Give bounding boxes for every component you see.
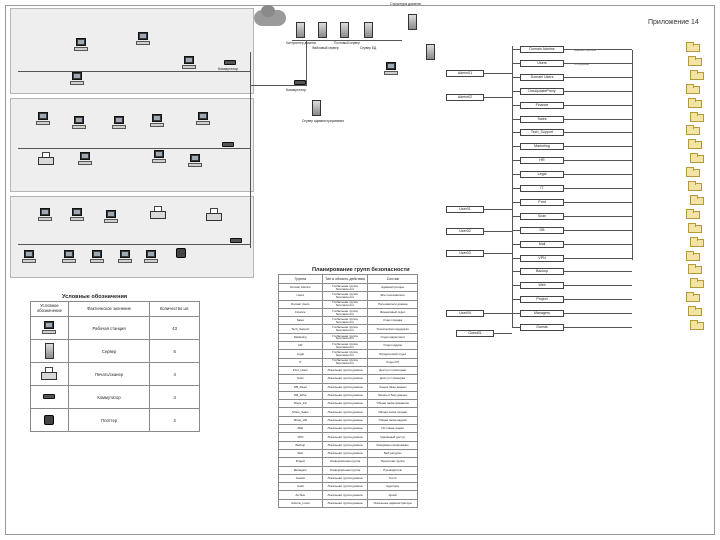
group-type-cell: Универсальная группа: [322, 458, 368, 466]
resource-connector: [484, 313, 512, 314]
groups-row: [279, 499, 418, 507]
group-name-cell: Project: [279, 458, 323, 466]
workstation-icon[interactable]: [70, 208, 84, 222]
folder-icon: [690, 197, 704, 205]
workstation-icon[interactable]: [72, 116, 86, 130]
group-box[interactable]: Domain Admins: [520, 46, 564, 53]
group-type-cell: Локальная группа домена: [322, 408, 368, 416]
groups-row: [279, 308, 418, 316]
workstation-icon[interactable]: [74, 38, 88, 52]
structure-connector: [564, 160, 632, 161]
folder-icon: [686, 44, 700, 52]
folder-icon: [688, 225, 702, 233]
folder-icon: [688, 266, 702, 274]
legend-count: 6: [150, 340, 200, 363]
groups-header: Тип и область действия: [322, 275, 368, 284]
structure-connector: [564, 313, 632, 314]
structure-connector: [512, 285, 520, 286]
group-name-cell: Domain Admins: [279, 284, 323, 292]
group-name-cell: HR: [279, 342, 323, 350]
switch-caption: Коммутатор: [218, 67, 238, 71]
structure-connector: [512, 202, 520, 203]
group-name-cell: Web: [279, 449, 323, 457]
groups-row: [279, 317, 418, 325]
group-type-cell: Локальная группа домена: [322, 400, 368, 408]
workstation-icon[interactable]: [38, 208, 52, 222]
scanner-icon[interactable]: [176, 248, 186, 258]
structure-connector: [512, 132, 520, 133]
folder-icon: [690, 114, 704, 122]
folder-icon: [690, 239, 704, 247]
structure-connector: [564, 91, 632, 92]
group-members-cell: Удалённый доступ: [368, 433, 418, 441]
server-icon[interactable]: [364, 22, 373, 38]
structure-connector: [564, 188, 632, 189]
group-type-cell: Локальная группа домена: [322, 474, 368, 482]
groups-row: [279, 325, 418, 333]
workstation-icon[interactable]: [118, 250, 132, 264]
group-box[interactable]: Tech_Support: [520, 129, 564, 136]
group-name-cell: Print_Users: [279, 366, 323, 374]
workstation-icon[interactable]: [112, 116, 126, 130]
workstation-icon[interactable]: [36, 112, 50, 126]
folder-icon: [686, 211, 700, 219]
group-name-cell: Share_Sales: [279, 408, 323, 416]
group-members-cell: Общая папка продаж: [368, 408, 418, 416]
folder-icon: [690, 72, 704, 80]
group-box[interactable]: Managers: [520, 310, 564, 317]
group-type-cell: Локальная группа домена: [322, 433, 368, 441]
server-caption: Почтовый сервер: [334, 41, 360, 45]
printer-icon[interactable]: [38, 152, 54, 166]
legend-table: [30, 301, 200, 432]
backbone-line: [18, 244, 250, 245]
group-type-cell: Глобальная группа безопасности: [322, 284, 368, 292]
legend-count: 43: [150, 317, 200, 340]
groups-row: [279, 474, 418, 482]
workstation-icon[interactable]: [188, 154, 202, 168]
structure-connector: [512, 258, 520, 259]
workstation-icon[interactable]: [78, 152, 92, 166]
group-type-cell: Локальная группа домена: [322, 491, 368, 499]
printer-icon[interactable]: [206, 208, 222, 222]
structure-connector: [512, 313, 520, 314]
structure-connector: [564, 285, 632, 286]
groups-header: Группа: [279, 275, 323, 284]
workstation-icon[interactable]: [384, 62, 398, 76]
group-name-cell: Legal: [279, 350, 323, 358]
workstation-icon[interactable]: [22, 250, 36, 264]
group-name-cell: DB_Read: [279, 383, 323, 391]
group-name-cell: DB_Write: [279, 391, 323, 399]
workstation-icon[interactable]: [90, 250, 104, 264]
group-name-cell: Guests: [279, 474, 323, 482]
group-name-cell: Domain Users: [279, 300, 323, 308]
legend-header: Количество шт.: [150, 302, 200, 317]
legend-row: [31, 363, 200, 386]
switch-caption: Коммутатор: [286, 88, 306, 92]
structure-trunk: [632, 50, 633, 260]
group-type-cell: Глобальная группа безопасности: [322, 350, 368, 358]
folder-icon: [688, 183, 702, 191]
resource-connector: [484, 73, 512, 74]
resource-box[interactable]: Admin02: [446, 94, 484, 101]
groups-row: [279, 375, 418, 383]
folder-icon: [690, 280, 704, 288]
group-name-cell: Scan: [279, 375, 323, 383]
structure-connector: [564, 327, 632, 328]
group-type-cell: Глобальная группа безопасности: [322, 292, 368, 300]
structure-label: Сотрудники: [574, 62, 590, 66]
legend-name: Плоттер: [68, 409, 149, 432]
group-box[interactable]: DB: [520, 227, 564, 234]
resource-box[interactable]: Admin01: [446, 70, 484, 77]
group-members-cell: Проектная группа: [368, 458, 418, 466]
folder-icon: [690, 155, 704, 163]
group-members-cell: Администраторы: [368, 284, 418, 292]
group-members-cell: Общая папка кадров: [368, 416, 418, 424]
group-name-cell: Archive: [279, 491, 323, 499]
structure-connector: [512, 216, 520, 217]
group-box[interactable]: Finance: [520, 102, 564, 109]
group-box[interactable]: Legal: [520, 171, 564, 178]
switch-icon[interactable]: [230, 238, 242, 243]
folder-icon: [686, 127, 700, 135]
structure-connector: [564, 202, 632, 203]
groups-row: [279, 449, 418, 457]
group-members-cell: Финансовый отдел: [368, 308, 418, 316]
structure-connector: [564, 216, 632, 217]
groups-header: Состав: [368, 275, 418, 284]
group-box[interactable]: Project: [520, 296, 564, 303]
legend-name: Печать/сканер: [68, 363, 149, 386]
folder-icon: [686, 86, 700, 94]
structure-connector: [512, 244, 520, 245]
group-box[interactable]: Scan: [520, 213, 564, 220]
group-box[interactable]: Marketing: [520, 143, 564, 150]
structure-connector: [564, 132, 632, 133]
structure-connector: [512, 77, 520, 78]
group-type-cell: Глобальная группа безопасности: [322, 325, 368, 333]
structure-connector: [564, 271, 632, 272]
group-name-cell: Tech_Support: [279, 325, 323, 333]
group-name-cell: IT: [279, 358, 323, 366]
group-type-cell: Глобальная группа безопасности: [322, 300, 368, 308]
workstation-icon[interactable]: [182, 56, 196, 70]
server-icon[interactable]: [296, 22, 305, 38]
structure-connector: [564, 258, 632, 259]
group-type-cell: Локальная группа домена: [322, 425, 368, 433]
legend-count: 4: [150, 386, 200, 409]
group-type-cell: Локальная группа домена: [322, 449, 368, 457]
legend-header: Условное обозначение: [31, 302, 69, 317]
structure-connector: [564, 230, 632, 231]
structure-connector: [512, 91, 520, 92]
structure-connector: [564, 174, 632, 175]
workstation-icon[interactable]: [152, 150, 166, 164]
groups-row: [279, 391, 418, 399]
group-members-cell: Отдел ИТ: [368, 358, 418, 366]
group-members-cell: Веб-ресурсы: [368, 449, 418, 457]
group-members-cell: Резервное копирование: [368, 441, 418, 449]
group-name-cell: Audit: [279, 483, 323, 491]
legend-row: [31, 317, 200, 340]
group-members-cell: Руководители: [368, 466, 418, 474]
group-members-cell: Архив: [368, 491, 418, 499]
group-name-cell: Finance: [279, 308, 323, 316]
legend-row: [31, 386, 200, 409]
group-box[interactable]: Backup: [520, 268, 564, 275]
server-caption: Файловый сервер: [312, 46, 339, 50]
resource-connector: [484, 97, 512, 98]
groups-row: [279, 350, 418, 358]
group-box[interactable]: Mail: [520, 241, 564, 248]
groups-row: [279, 400, 418, 408]
structure-connector: [512, 230, 520, 231]
groups-row: [279, 333, 418, 341]
group-name-cell: Admins_Local: [279, 499, 323, 507]
group-members-cell: Отдел маркетинга: [368, 333, 418, 341]
groups-row: [279, 441, 418, 449]
resource-box[interactable]: User04: [446, 310, 484, 317]
resource-box[interactable]: User03: [446, 250, 484, 257]
group-members-cell: Техническая поддержка: [368, 325, 418, 333]
page-title: Приложение 14: [648, 19, 699, 26]
folder-icon: [688, 141, 702, 149]
group-name-cell: Users: [279, 292, 323, 300]
group-members-cell: Доступ к принтерам: [368, 366, 418, 374]
groups-row: [279, 300, 418, 308]
structure-connector: [564, 119, 632, 120]
groups-row: [279, 458, 418, 466]
group-type-cell: Глобальная группа безопасности: [322, 333, 368, 341]
backbone-line: [18, 71, 250, 72]
admin-server-caption: Сервер администрирования: [302, 119, 344, 123]
group-box[interactable]: IT: [520, 185, 564, 192]
legend-row: [31, 409, 200, 432]
legend-count: 2: [150, 409, 200, 432]
internet-cloud-icon: [254, 10, 286, 26]
legend-row: [31, 340, 200, 363]
switch-icon: [42, 390, 56, 404]
trunk-line: [250, 52, 251, 248]
groups-row: [279, 366, 418, 374]
legend-header: Фактическое значение: [68, 302, 149, 317]
group-name-cell: Sales: [279, 317, 323, 325]
printer-icon[interactable]: [150, 206, 166, 220]
groups-table-body: [279, 284, 418, 508]
groups-title: Планирование групп безопасности: [312, 267, 410, 273]
groups-row: [279, 425, 418, 433]
resource-box[interactable]: User01: [446, 206, 484, 213]
server-icon: [42, 344, 56, 358]
structure-connector: [512, 49, 520, 50]
structure-connector: [512, 63, 520, 64]
structure-connector: [564, 77, 632, 78]
group-members-cell: Отдел продаж: [368, 317, 418, 325]
folder-icon: [688, 308, 702, 316]
group-name-cell: Mail: [279, 425, 323, 433]
group-type-cell: Локальная группа домена: [322, 483, 368, 491]
group-name-cell: Share_HR: [279, 416, 323, 424]
folder-icon: [688, 100, 702, 108]
workstation-icon[interactable]: [144, 250, 158, 264]
groups-row: [279, 408, 418, 416]
workstation-icon[interactable]: [196, 112, 210, 126]
resource-box[interactable]: Guest01: [456, 330, 494, 337]
group-name-cell: VPN: [279, 433, 323, 441]
structure-label: Администраторы: [574, 48, 597, 52]
zone-production: [10, 8, 254, 94]
group-box[interactable]: Sales: [520, 116, 564, 123]
resource-connector: [484, 231, 512, 232]
group-name-cell: Managers: [279, 466, 323, 474]
group-members-cell: Локальные администраторы: [368, 499, 418, 507]
group-type-cell: Глобальная группа безопасности: [322, 358, 368, 366]
workstation-icon[interactable]: [70, 72, 84, 86]
group-type-cell: Универсальная группа: [322, 466, 368, 474]
group-type-cell: Локальная группа домена: [322, 375, 368, 383]
group-members-cell: Доступ к сканерам: [368, 375, 418, 383]
folder-icon: [686, 169, 700, 177]
server-icon[interactable]: [408, 14, 417, 30]
legend-title: Условные обозначения: [62, 294, 128, 300]
group-type-cell: Локальная группа домена: [322, 366, 368, 374]
workstation-icon[interactable]: [150, 114, 164, 128]
trunk-line: [306, 40, 307, 86]
structure-connector: [512, 119, 520, 120]
group-box[interactable]: DnsUpdateProxy: [520, 88, 564, 95]
groups-row: [279, 416, 418, 424]
legend-count: 4: [150, 363, 200, 386]
structure-connector: [512, 188, 520, 189]
groups-table: [278, 274, 418, 508]
server-caption: Сервер БД: [360, 46, 377, 50]
server-icon[interactable]: [340, 22, 349, 38]
structure-connector: [564, 299, 632, 300]
group-box[interactable]: Print: [520, 199, 564, 206]
groups-row: [279, 292, 418, 300]
groups-row: [279, 342, 418, 350]
group-box[interactable]: HR: [520, 157, 564, 164]
domain-label: Структура домена: [390, 2, 421, 6]
group-members-cell: Юридический отдел: [368, 350, 418, 358]
switch-icon[interactable]: [222, 142, 234, 147]
workstation-icon[interactable]: [104, 210, 118, 224]
group-box[interactable]: Domain Users: [520, 74, 564, 81]
group-box[interactable]: Users: [520, 60, 564, 67]
workstation-icon[interactable]: [136, 32, 150, 46]
group-type-cell: Глобальная группа безопасности: [322, 317, 368, 325]
trunk-line: [250, 85, 306, 86]
resource-connector: [494, 333, 512, 334]
backbone-line: [18, 148, 250, 149]
structure-connector: [512, 105, 520, 106]
group-type-cell: Локальная группа домена: [322, 416, 368, 424]
group-box[interactable]: Guests: [520, 324, 564, 331]
groups-row: [279, 284, 418, 292]
legend-name: Рабочая станция: [68, 317, 149, 340]
group-type-cell: Локальная группа домена: [322, 499, 368, 507]
group-members-cell: Гости: [368, 474, 418, 482]
structure-connector: [512, 327, 520, 328]
structure-connector: [512, 271, 520, 272]
structure-connector: [512, 299, 520, 300]
resource-box[interactable]: User02: [446, 228, 484, 235]
groups-row: [279, 433, 418, 441]
groups-row: [279, 383, 418, 391]
structure-connector: [512, 174, 520, 175]
server-icon[interactable]: [426, 44, 435, 60]
switch-icon[interactable]: [224, 60, 236, 65]
group-members-cell: Почтовые ящики: [368, 425, 418, 433]
structure-connector: [512, 146, 520, 147]
group-members-cell: Чтение базы данных: [368, 383, 418, 391]
folder-icon: [686, 294, 700, 302]
group-name-cell: Share_Fin: [279, 400, 323, 408]
folder-icon: [688, 58, 702, 66]
printer-icon: [42, 367, 56, 381]
group-type-cell: Локальная группа домена: [322, 391, 368, 399]
groups-row: [279, 483, 418, 491]
server-caption: Контроллер домена: [286, 41, 316, 45]
group-name-cell: Backup: [279, 441, 323, 449]
group-name-cell: Marketing: [279, 333, 323, 341]
group-members-cell: Общая папка финансов: [368, 400, 418, 408]
groups-row: [279, 466, 418, 474]
group-type-cell: Глобальная группа безопасности: [322, 342, 368, 350]
group-type-cell: Локальная группа домена: [322, 441, 368, 449]
groups-row: [279, 491, 418, 499]
structure-connector: [564, 105, 632, 106]
structure-connector: [564, 244, 632, 245]
group-box[interactable]: Web: [520, 282, 564, 289]
folder-icon: [686, 253, 700, 261]
group-box[interactable]: VPN: [520, 255, 564, 262]
group-members-cell: Аудиторы: [368, 483, 418, 491]
resource-connector: [484, 209, 512, 210]
scanner-icon: [42, 413, 56, 427]
group-members-cell: Запись в базу данных: [368, 391, 418, 399]
group-type-cell: Локальная группа домена: [322, 383, 368, 391]
workstation-icon[interactable]: [62, 250, 76, 264]
resource-connector: [484, 253, 512, 254]
legend-name: Сервер: [68, 340, 149, 363]
groups-row: [279, 358, 418, 366]
folder-icon: [690, 322, 704, 330]
legend-name: Коммутатор: [68, 386, 149, 409]
workstation-icon: [42, 321, 56, 335]
server-icon[interactable]: [318, 22, 327, 38]
switch-icon[interactable]: [294, 80, 306, 85]
structure-connector: [512, 160, 520, 161]
group-members-cell: Пользователи домена: [368, 300, 418, 308]
group-members-cell: Отдел кадров: [368, 342, 418, 350]
structure-connector: [564, 146, 632, 147]
group-type-cell: Глобальная группа безопасности: [322, 308, 368, 316]
group-members-cell: Все пользователи: [368, 292, 418, 300]
server-icon[interactable]: [312, 100, 321, 116]
